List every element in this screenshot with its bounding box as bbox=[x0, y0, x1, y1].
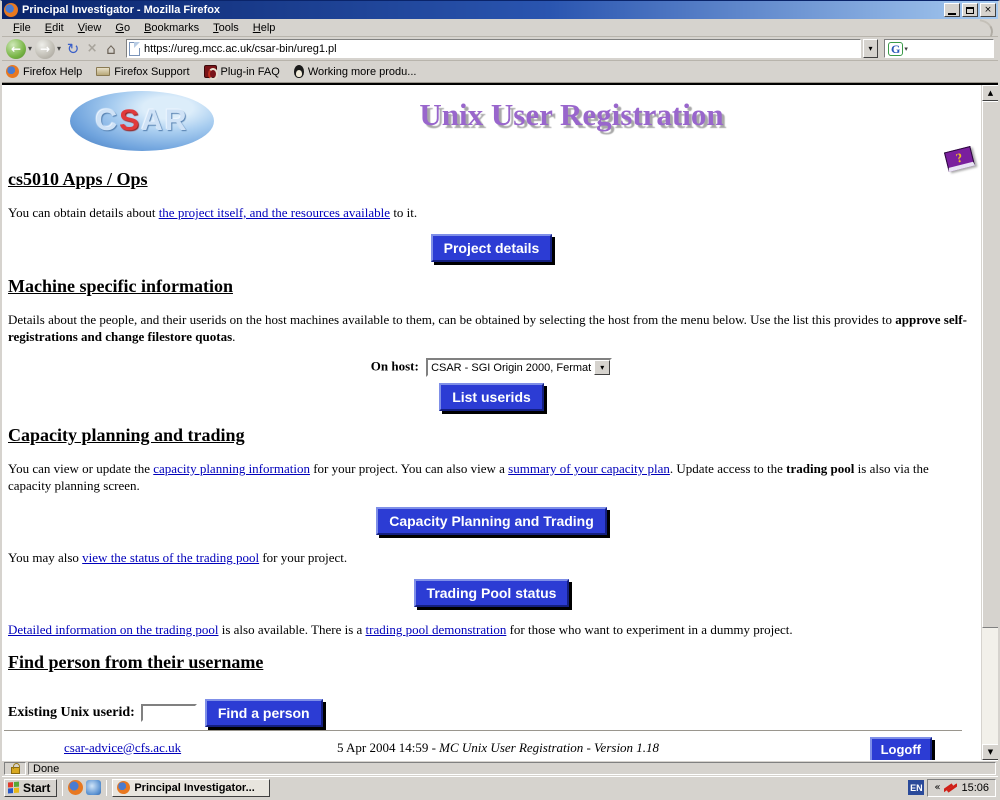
trading-detail-paragraph bbox=[8, 621, 975, 638]
text: for your project. bbox=[259, 550, 348, 565]
task-button[interactable] bbox=[112, 779, 270, 797]
system-tray bbox=[908, 779, 996, 797]
userid-label: Existing Unix userid: bbox=[8, 705, 135, 720]
padlock-icon bbox=[11, 767, 20, 774]
close-button[interactable]: × bbox=[980, 3, 996, 17]
bookmark-label: Working more produ... bbox=[307, 65, 417, 78]
section-heading-project: cs5010 Apps / Ops bbox=[8, 169, 148, 189]
bold-text: approve self-registrations and change filestore quotas bbox=[8, 312, 967, 344]
host-label: On host: bbox=[370, 358, 419, 374]
host-select[interactable] bbox=[426, 358, 612, 377]
page-footer bbox=[2, 730, 964, 760]
text: is also available. There is a bbox=[218, 622, 366, 637]
window-title: Principal Investigator - Mozilla Firefox bbox=[22, 4, 221, 16]
task-label: Principal Investigator... bbox=[134, 781, 255, 794]
restore-button[interactable] bbox=[962, 3, 978, 17]
quicklaunch-firefox-icon[interactable] bbox=[68, 780, 83, 795]
section-heading-find-person: Find person from their username bbox=[8, 652, 264, 672]
text: to it. bbox=[390, 205, 418, 220]
url-bar[interactable] bbox=[126, 39, 861, 58]
page-body bbox=[2, 85, 981, 760]
status-text: Done bbox=[28, 762, 996, 775]
capacity-planning-link[interactable]: capacity planning information bbox=[153, 461, 310, 476]
section-heading-capacity: Capacity planning and trading bbox=[8, 425, 245, 445]
advice-email-link[interactable]: csar-advice@cfs.ac.uk bbox=[64, 739, 182, 755]
divider bbox=[106, 780, 107, 796]
plugin-icon bbox=[204, 65, 217, 78]
taskbar bbox=[2, 776, 998, 798]
minimize-icon bbox=[948, 13, 956, 15]
scrollbar-thumb[interactable] bbox=[982, 101, 998, 628]
vertical-scrollbar[interactable] bbox=[981, 85, 998, 760]
home-button[interactable]: ⌂ bbox=[106, 39, 116, 58]
footer-datetime: 5 Apr 2004 14:59 - bbox=[336, 739, 440, 755]
logo-letter: S bbox=[119, 104, 142, 137]
text: for your project. You can also view a bbox=[309, 461, 509, 476]
trading-pool-status-link[interactable]: view the status of the trading pool bbox=[82, 550, 260, 565]
penguin-icon bbox=[294, 65, 304, 78]
menu-help[interactable]: Help bbox=[252, 21, 276, 34]
question-mark: ? bbox=[954, 148, 964, 166]
menu-go[interactable]: Go bbox=[115, 21, 131, 34]
project-details-button[interactable]: Project details bbox=[431, 234, 553, 262]
footer-version: MC Unix User Registration - Version 1.18 bbox=[439, 739, 660, 755]
userid-input[interactable] bbox=[141, 704, 197, 722]
start-label: Start bbox=[23, 780, 51, 795]
menu-tools[interactable]: Tools bbox=[213, 21, 239, 34]
firefox-icon bbox=[6, 65, 19, 78]
menu-bar bbox=[2, 19, 998, 37]
forward-button[interactable]: → bbox=[35, 39, 55, 59]
logo-letter: R bbox=[164, 104, 189, 137]
tray-clock: 15:06 bbox=[961, 781, 989, 794]
quicklaunch-app-icon[interactable] bbox=[86, 780, 101, 795]
bookmark-label: Plug-in FAQ bbox=[220, 65, 280, 78]
url-text[interactable]: https://ureg.mcc.ac.uk/csar-bin/ureg1.pl bbox=[144, 42, 337, 55]
tray-panel bbox=[927, 779, 996, 797]
page-icon bbox=[129, 42, 140, 56]
logo-letter: C bbox=[95, 104, 120, 137]
navigation-toolbar bbox=[2, 37, 998, 61]
back-button[interactable]: ← bbox=[6, 39, 26, 59]
tray-expand-icon[interactable]: « bbox=[934, 782, 941, 793]
firefox-icon bbox=[117, 781, 130, 794]
list-userids-button[interactable]: List userids bbox=[439, 383, 544, 411]
text: Details about the people, and their userids on the host machines available to them, can be obtained by selecting the host from the menu below. Use the list this provides to bbox=[8, 312, 896, 327]
trading-pool-info-link[interactable]: Detailed information on the trading pool bbox=[8, 622, 219, 637]
search-input[interactable] bbox=[884, 39, 994, 58]
text: You may also bbox=[8, 550, 83, 565]
bookmark-plugin-faq[interactable] bbox=[204, 65, 280, 78]
page-title: Unix User Registration bbox=[419, 97, 724, 132]
trading-pool-demo-link[interactable]: trading pool demonstration bbox=[365, 622, 507, 637]
text: . Update access to the bbox=[669, 461, 787, 476]
start-button[interactable] bbox=[4, 779, 57, 797]
bookmarks-toolbar bbox=[2, 61, 998, 83]
menu-view[interactable]: View bbox=[77, 21, 102, 34]
menu-file[interactable]: File bbox=[13, 21, 31, 34]
windows-logo-icon bbox=[8, 781, 20, 794]
host-row bbox=[8, 358, 975, 377]
capacity-summary-link[interactable]: summary of your capacity plan bbox=[508, 461, 670, 476]
bookmark-label: Firefox Support bbox=[114, 65, 190, 78]
restore-icon bbox=[966, 7, 974, 14]
capacity-paragraph bbox=[8, 460, 975, 494]
select-dropdown-icon[interactable]: ▾ bbox=[594, 360, 610, 375]
google-icon: G bbox=[888, 42, 903, 56]
machine-paragraph bbox=[8, 311, 975, 345]
stop-button[interactable]: × bbox=[86, 41, 98, 56]
title-bar bbox=[2, 1, 998, 19]
text: You can view or update the bbox=[8, 461, 154, 476]
project-paragraph bbox=[8, 204, 975, 221]
divider bbox=[62, 780, 63, 796]
section-heading-machine: Machine specific information bbox=[8, 276, 233, 296]
page-header bbox=[8, 89, 975, 155]
text: You can obtain details about bbox=[8, 205, 159, 220]
back-dropdown-icon[interactable]: ▾ bbox=[28, 44, 33, 53]
scroll-up-button[interactable]: ▲ bbox=[982, 85, 998, 101]
throbber-icon bbox=[976, 19, 995, 37]
footer-version-text bbox=[337, 740, 659, 756]
security-panel bbox=[4, 762, 26, 775]
language-indicator[interactable]: EN bbox=[908, 780, 924, 795]
menu-bookmarks[interactable]: Bookmarks bbox=[144, 21, 200, 34]
host-select-value: CSAR - SGI Origin 2000, Fermat bbox=[431, 361, 592, 374]
project-details-link[interactable]: the project itself, and the resources available bbox=[158, 205, 391, 220]
logo-letter: A bbox=[141, 104, 165, 137]
firefox-icon bbox=[4, 3, 18, 17]
forward-dropdown-icon[interactable]: ▾ bbox=[57, 44, 62, 53]
find-person-form bbox=[8, 699, 975, 727]
page-content bbox=[2, 83, 998, 760]
reload-button[interactable]: ↻ bbox=[66, 39, 80, 58]
zine-icon bbox=[96, 67, 110, 76]
menu-edit[interactable]: Edit bbox=[44, 21, 64, 34]
bookmark-working-more[interactable] bbox=[294, 65, 417, 78]
csar-logo bbox=[70, 91, 214, 151]
text: is also via the capacity planning screen. bbox=[8, 461, 929, 493]
capacity-planning-button[interactable]: Capacity Planning and Trading bbox=[376, 507, 607, 535]
bookmark-label: Firefox Help bbox=[23, 65, 83, 78]
network-tray-icon[interactable] bbox=[944, 783, 957, 793]
bookmark-firefox-support[interactable] bbox=[96, 66, 189, 78]
logoff-button[interactable]: Logoff bbox=[870, 737, 932, 760]
minimize-button[interactable] bbox=[944, 3, 960, 17]
url-history-dropdown[interactable]: ▾ bbox=[863, 39, 878, 58]
text: . bbox=[232, 329, 236, 344]
status-bar bbox=[2, 760, 998, 776]
trading-pool-status-button[interactable]: Trading Pool status bbox=[414, 579, 570, 607]
text: for those who want to experiment in a dummy project. bbox=[506, 622, 793, 637]
find-person-button[interactable]: Find a person bbox=[205, 699, 323, 727]
trading-status-paragraph bbox=[8, 549, 975, 566]
bold-text: trading pool bbox=[786, 461, 855, 476]
scroll-down-button[interactable]: ▼ bbox=[982, 744, 998, 760]
bookmark-firefox-help[interactable] bbox=[6, 65, 82, 78]
search-engine-dropdown-icon[interactable]: ▾ bbox=[904, 44, 908, 53]
